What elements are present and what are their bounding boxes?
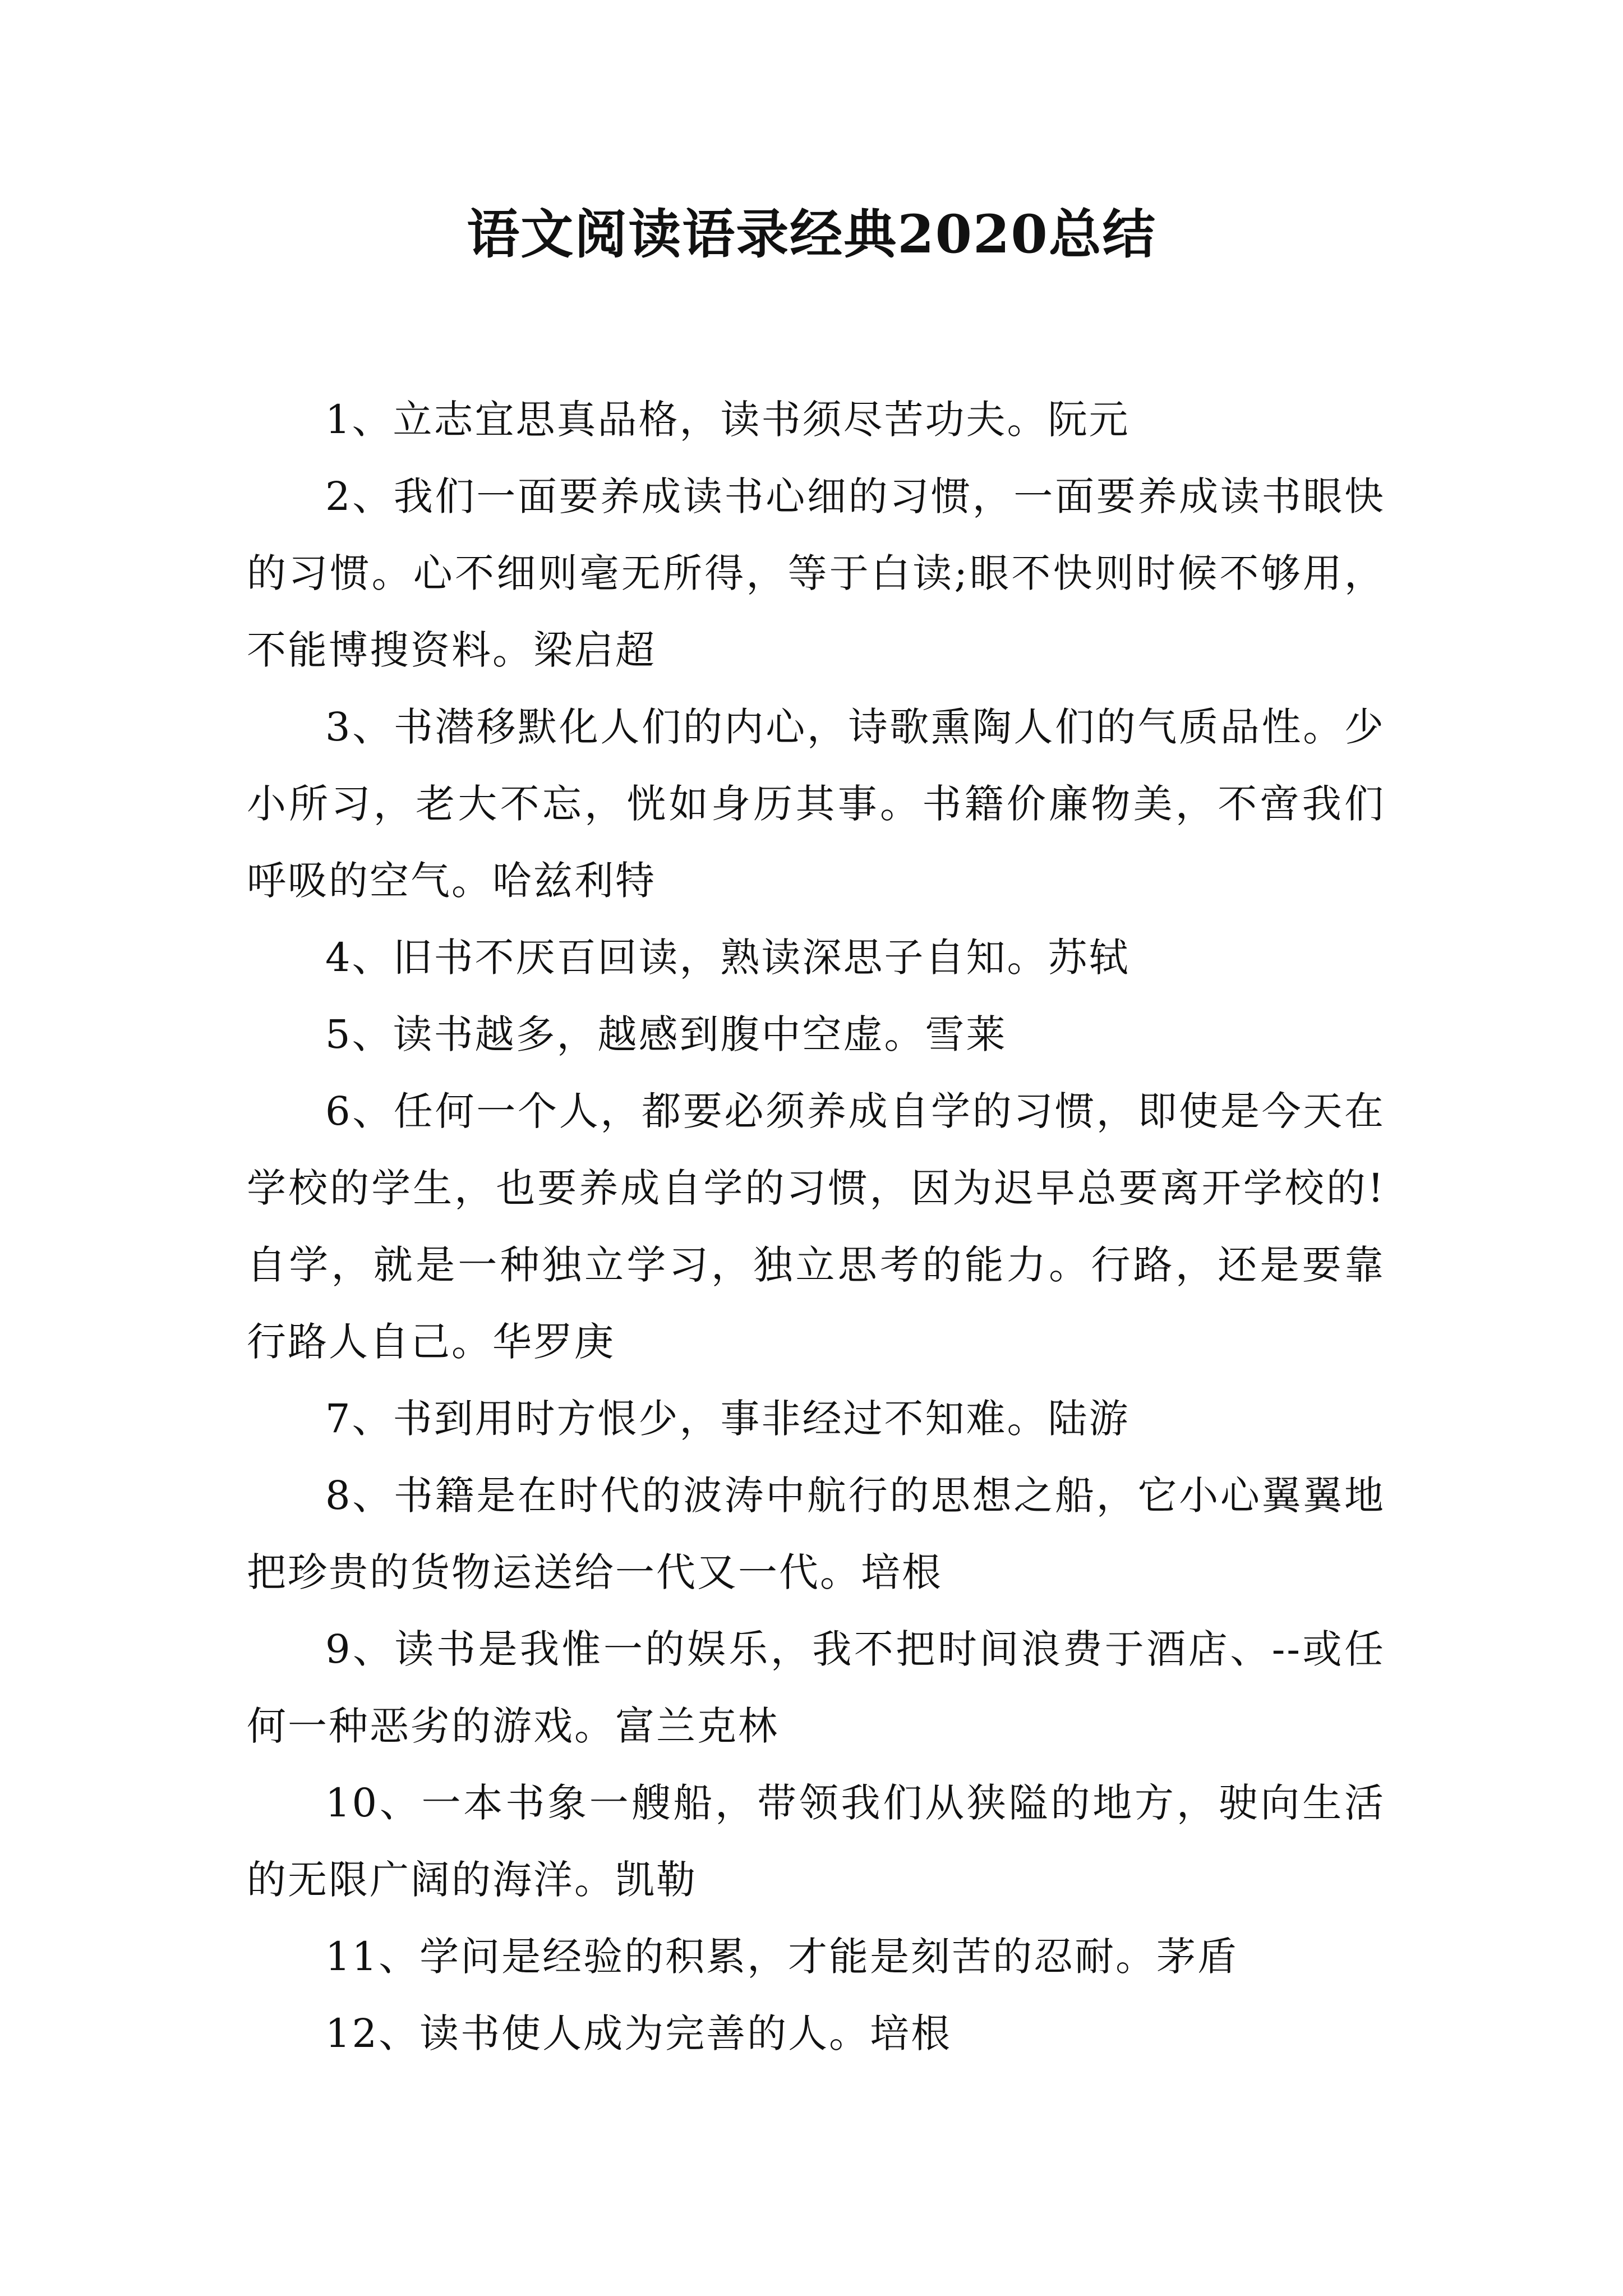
- quote-paragraph-8: 8、书籍是在时代的波涛中航行的思想之船，它小心翼翼地把珍贵的货物运送给一代又一代。培根: [247, 1473, 1385, 1595]
- quote-paragraph-3: 3、书潜移默化人们的内心，诗歌熏陶人们的气质品性。少小所习，老大不忘，恍如身历其事。书籍价廉物美，不啻我们呼吸的空气。哈兹利特: [247, 704, 1385, 904]
- document-title: 语文阅读语录经典2020总结: [467, 204, 1156, 265]
- quote-paragraph-11: 11、学问是经验的积累，才能是刻苦的忍耐。茅盾: [325, 1934, 1239, 1980]
- quote-paragraph-10: 10、一本书象一艘船，带领我们从狭隘的地方，驶向生活的无限广阔的海洋。凯勒: [247, 1780, 1385, 1903]
- quote-paragraph-12: 12、读书使人成为完善的人。培根: [325, 2010, 952, 2056]
- quote-paragraph-9: 9、读书是我惟一的娱乐，我不把时间浪费于酒店、--或任何一种恶劣的游戏。富兰克林: [247, 1626, 1385, 1749]
- quote-paragraph-7: 7、书到用时方恨少，事非经过不知难。陆游: [325, 1396, 1130, 1442]
- quote-paragraph-6: 6、任何一个人，都要必须养成自学的习惯，即使是今天在学校的学生，也要养成自学的习惯，因为迟早总要离开学校的!自学，就是一种独立学习，独立思考的能力。行路，还是要靠行路人自己。华罗庚: [247, 1088, 1385, 1365]
- quote-paragraph-4: 4、旧书不厌百回读，熟读深思子自知。苏轼: [325, 935, 1130, 981]
- quote-paragraph-5: 5、读书越多，越感到腹中空虚。雪莱: [325, 1011, 1007, 1057]
- document-body: [247, 381, 1385, 2072]
- quote-paragraph-2: 2、我们一面要养成读书心细的习惯，一面要养成读书眼快的习惯。心不细则毫无所得，等于白读;眼不快则时候不够用，不能博搜资料。梁启超: [247, 473, 1385, 673]
- quote-paragraph-1: 1、立志宜思真品格，读书须尽苦功夫。阮元: [325, 397, 1130, 443]
